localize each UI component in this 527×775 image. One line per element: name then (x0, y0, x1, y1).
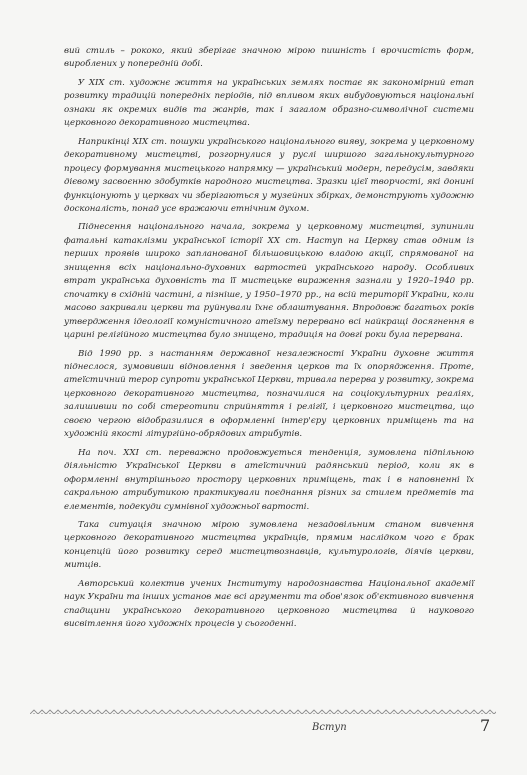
paragraph-7: Така ситуація значною мірою зумовлена незадовільним станом вивчення церковного декоративного мистецтва українців, прямим наслідком чого є брак концепцій його розвитку серед мистецтвознавців, культурологів, діячів церкви, митців. (64, 519, 474, 571)
ornament-pattern-icon (30, 709, 496, 714)
decorative-ornament-border (30, 704, 496, 714)
paragraph-3: Наприкінці XIX ст. пошуки українського національного вияву, зокрема у церковному декоративному мистецтві, розгорнулися у руслі ширшого загальнокультурного процесу формування мистецького напрямку — український модерн, передусім, завдяки дієвому засвоєнню здобутків народного мистецтва. Зразки цієї творчості, які донині функціонують у церквах чи зберігаються у музейних збірках, демонструють художню досконалість, понад усе вражаючи етнічним духом. (64, 136, 474, 214)
section-label: Вступ (312, 722, 347, 733)
main-text-block (64, 45, 474, 637)
paragraph-2: У XIX ст. художнє життя на українських землях постає як закономірний етап розвитку традицій попередніх періодів, під впливом яких вибудовуються національні ознаки як окремих видів та жанрів, так і загалом образно-символічної системи церковного декоративного мистецтва. (64, 77, 474, 129)
page-number: 7 (480, 716, 491, 735)
paragraph-6: На поч. XXI ст. переважно продовжується тенденція, зумовлена підпільною діяльністю Української Церкви в атеїстичний радянський період, коли як в оформленні внутрішнього простору церковних приміщень, так і в наповненні їх сакральною атрибутикою практикували поєднання різних за стилем предметів та елементів, подекуди сумнівної художньої вартості. (64, 447, 474, 512)
paragraph-1: вий стиль – рококо, який зберігає значною мірою пишність і врочистість форм, вироблених у попередній добі. (64, 46, 474, 70)
paragraph-4: Піднесення національного начала, зокрема у церковному мистецтві, зупинили фатальні катаклізми української історії XX ст. Наступ на Церкву став одним із перших проявів широко запланованої більшовицькою владою акції, спрямованої на знищення всіх національно-духовних вартостей українського народу. Особливих втрат українська духовність та її мистецьке вираження зазнали у 1920–1940 рр. спочатку в східній частині, а пізніше, у 1950–1970 рр., на всій території України, коли масово закривали церкви та руйнували їхнє облаштування. Впродовж багатьох років утвердження ідеології комуністичного атеїзму перервано всі найкращі досягнення в царині релігійного мистецтва було знищено, традиція на довгі роки була перервана. (64, 222, 474, 341)
paragraph-5: Від 1990 рр. з настанням державної незалежності України духовне життя піднеслося, зумовивши відновлення і зведення церков та їх опорядження. Проте, атеїстичний терор супроти української Церкви, тривала перерва у розвитку, зокрема церковного декоративного мистецтва, позначилися на соціокультурних реаліях, залишивши по собі стереотипи сприйняття і релігії, і церковного мистецтва, що своєю чергою відобразилися в оформленні інтер'єру церковних приміщень та на художній якості літургійно-обрядових атрибутів. (64, 348, 474, 440)
paragraph-8: Авторський колектив учених Інституту народознавства Національної академії наук України та інших установ має всі аргументи та обов'язок об'єктивного вивчення спадщини українського декоративного церковного мистецтва й наукового висвітлення його художніх процесів у сьогоденні. (64, 578, 474, 630)
